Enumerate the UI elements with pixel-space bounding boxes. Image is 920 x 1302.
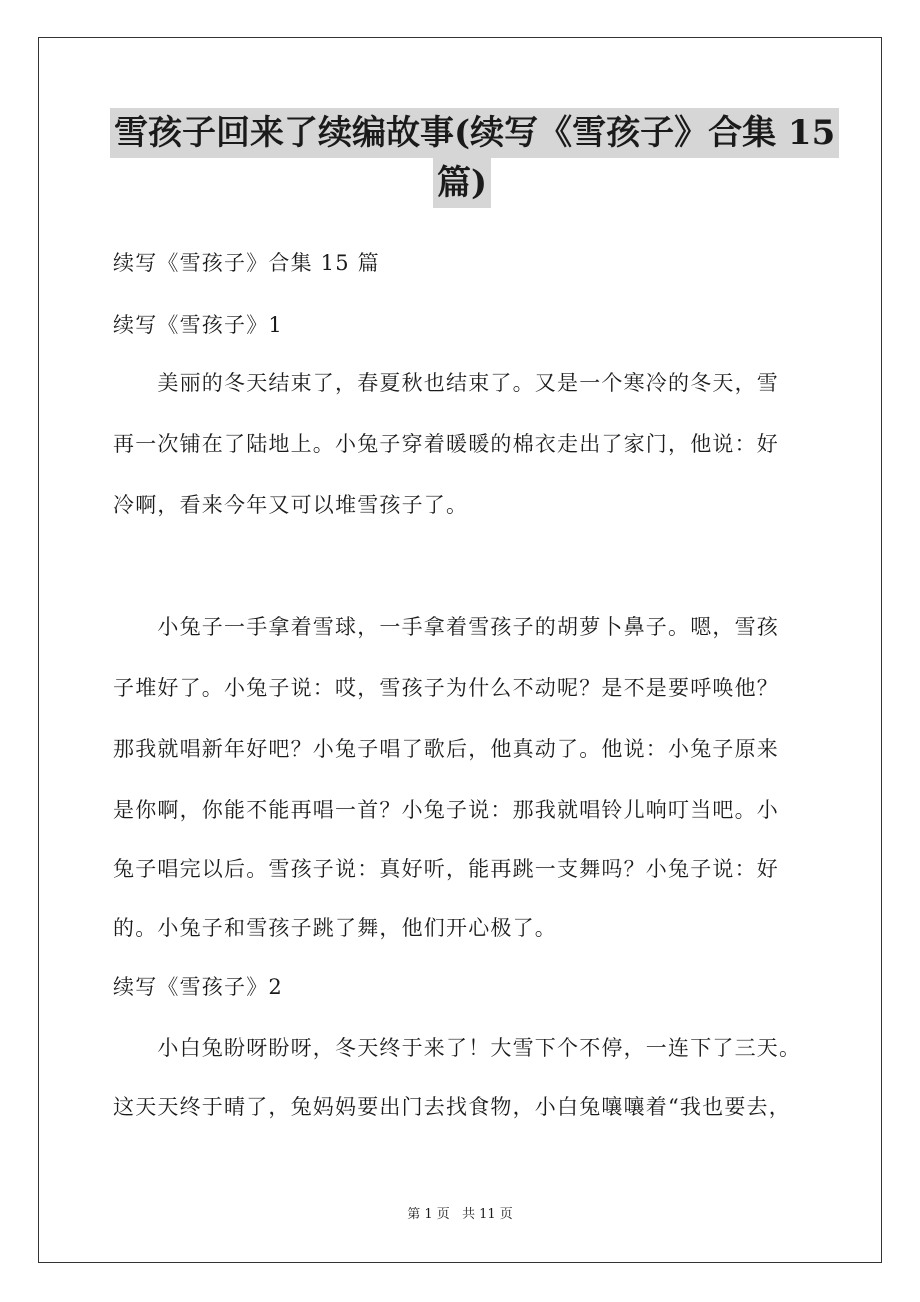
section-heading-1: 续写《雪孩子》1 (113, 313, 283, 337)
page-number: 第 1 页 (407, 1207, 450, 1222)
paragraph-line: 那我就唱新年好吧？小兔子唱了歌后，他真动了。他说：小兔子原来 (113, 737, 779, 761)
paragraph-line: 冷啊，看来今年又可以堆雪孩子了。 (113, 493, 469, 517)
title-line-1: 雪孩子回来了续编故事(续写《雪孩子》合集 15 (110, 108, 839, 158)
paragraph-line: 美丽的冬天结束了，春夏秋也结束了。又是一个寒冷的冬天，雪 (113, 371, 779, 395)
paragraph-line: 是你啊，你能不能再唱一首？小兔子说：那我就唱铃儿响叮当吧。小 (113, 798, 779, 822)
title-line-2: 篇) (433, 158, 491, 208)
paragraph-line: 小白兔盼呀盼呀，冬天终于来了！大雪下个不停，一连下了三天。 (113, 1036, 802, 1060)
page-border (38, 37, 882, 1263)
paragraph-line: 兔子唱完以后。雪孩子说：真好听，能再跳一支舞吗？小兔子说：好 (113, 857, 779, 881)
page-footer (0, 1206, 920, 1224)
paragraph-line: 小兔子一手拿着雪球，一手拿着雪孩子的胡萝卜鼻子。嗯，雪孩 (113, 615, 779, 639)
section-heading-2: 续写《雪孩子》2 (113, 975, 283, 999)
page-total: 共 11 页 (461, 1207, 513, 1222)
paragraph-line: 再一次铺在了陆地上。小兔子穿着暖暖的棉衣走出了家门，他说：好 (113, 432, 779, 456)
paragraph-line: 的。小兔子和雪孩子跳了舞，他们开心极了。 (113, 916, 557, 940)
paragraph-line: 这天天终于晴了，兔妈妈要出门去找食物，小白兔嚷嚷着“我也要去， (113, 1095, 791, 1119)
collection-heading: 续写《雪孩子》合集 15 篇 (113, 251, 380, 275)
paragraph-line: 子堆好了。小兔子说：哎，雪孩子为什么不动呢？是不是要呼唤他？ (113, 676, 779, 700)
